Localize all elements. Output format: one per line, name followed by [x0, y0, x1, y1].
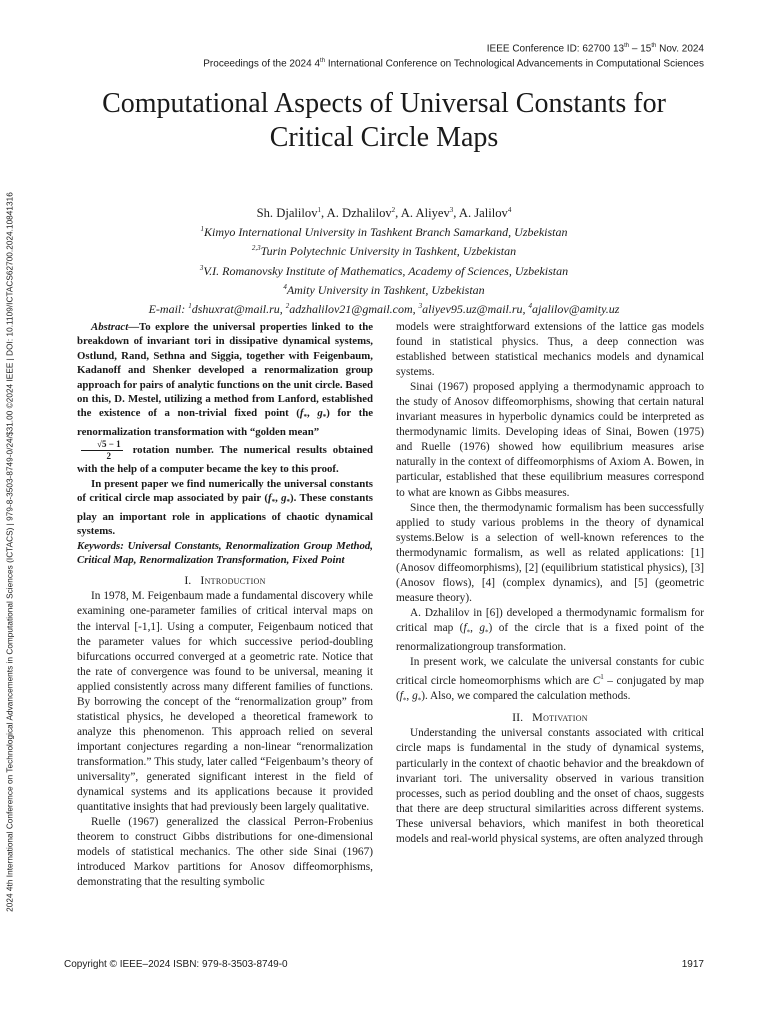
body-paragraph: A. Dzhalilov in [6]) developed a thermodynamic formalism for critical map ($f_*$, $g_*$) of the circle that is a fixed point of the renormalizationgroup transformation.: [396, 606, 704, 654]
section-heading-motivation: II. Motivation: [512, 710, 588, 725]
section-heading-introduction: I. Introduction: [184, 573, 266, 588]
golden-mean-fraction: $\frac{√5 - 1}{2}$: [81, 439, 123, 462]
conference-header: [203, 40, 704, 71]
right-column: [396, 320, 704, 847]
body-paragraph: Sinai (1967) proposed applying a thermodynamic approach to the study of Anosov diffeomorphisms, showing that certain natural invariant measures in hyperbolic dynamics could be interpreted as thermodynamic limits. Developing ideas of Sinai, Bowen (1975) and Ruelle (1976) showed how equilibrium measures arise naturally in the context of diffeomorphisms of Axiom A. Bowen, in particular, established that these equilibrium measures correspond to what are known as Gibbs measures.: [396, 381, 704, 499]
page-number: 1917: [681, 959, 704, 970]
author-names: Sh. Djalilov$^1$, A. Dzhalilov$^2$, A. Aliyev$^3$, A. Jalilov$^4$: [256, 206, 512, 221]
motivation-paragraph: Understanding the universal constants associated with critical circle maps is fundamental in the study of dynamical systems, particularly in the context of chaotic behavior and the breakdown of invariant tori. The universality observed in various transition processes, such as period doubling and the onset of chaos, suggests that there are deep structural similarities across different systems. These universal behaviors, which manifest in both theoretical models and real-world physical systems, are often analyzed through: [396, 727, 704, 845]
doi-side-strip: [2, 132, 18, 972]
copyright-footer: Copyright © IEEE–2024 ISBN: 979-8-3503-8749-0: [64, 959, 288, 970]
email-link[interactable]: aliyev95.uz@mail.ru: [422, 302, 523, 316]
email-link[interactable]: adzhalilov21@gmail.com: [289, 302, 413, 316]
doi-side-text: 2024 4th International Conference on Technological Advancements in Computational Sciences (ICTACS) | 979-8-3503-8749-0/24/$31.00 ©2024 IEEE | DOI: 10.1109/ICTACS62700.2024.10841316: [5, 192, 15, 912]
abstract-continued: In present paper we find numerically the universal constants of critical circle map associated by pair ($f_*$, $g_*$). These constants play an important role in applications of chaotic dynamical systems.: [77, 477, 373, 538]
proceedings-line: Proceedings of the 2024 4th International Conference on Technological Advancements in Computational Sciences: [203, 58, 704, 70]
email-link[interactable]: ajalilov@amity.uz: [532, 302, 620, 316]
affiliation: $^1$Kimyo International University in Tashkent Branch Samarkand, Uzbekistan: [200, 225, 568, 240]
left-column: [77, 320, 373, 890]
affiliation: $^{2,3}$Turin Polytechnic University in Tashkent, Uzbekistan: [251, 244, 517, 259]
affiliation: $^3$V.I. Romanovsky Institute of Mathematics, Academy of Sciences, Uzbekistan: [199, 263, 569, 278]
intro-paragraph: In 1978, M. Feigenbaum made a fundamental discovery while examining one-parameter families of critical interval maps on the interval [-1,1]. Using a computer, Feigenbaum noticed that the parameter values for which successive period-doubling bifurcations occurred converged at a geometric rate. Notice that the rate of convergence was found to be universal, meaning it applied consistently across many different families of functions. By borrowing the concept of the “renormalization group” from statistical physics, he developed a theoretical framework to analyze this phenomenon. This approach relied on several important conjectures regarding a non-linear “renormalization transformation.” This study, later called “Feigenbaum’s theory of universality”, generated significant interest in the field of dynamical systems and its applications because it provided quantitative insights that had previously been largely qualitative.: [77, 590, 373, 814]
keywords: Keywords: Universal Constants, Renormalization Group Method, Critical Map, Renormalization Transformation, Fixed Point: [77, 539, 374, 566]
email-link[interactable]: dshuxrat@mail.ru: [191, 302, 280, 316]
abstract: Abstract—To explore the universal properties linked to the breakdown of invariant tori in dissipative dynamical systems, Ostlund, Rand, Sethna and Siggia, together with Feigenbaum, Kadanoff and Shenker developed a renormalization group approach for pairs of analytic functions on the unit circle. Based on this, D. Mestel, utilizing a method from Lanford, established the existence of a non-trivial fixed point ($f_*$, $g_*$) for the renormalization transformation with “golden mean” $\frac{√5 - 1}{2}$ rotation number. The numerical results obtained with the help of a computer became the key to this proof.: [77, 321, 373, 476]
email-line: E-mail: $^1$dshuxrat@mail.ru, $^2$adzhalilov21@gmail.com, $^3$aliyev95.uz@mail.ru, $^4$ajalilov@amity.uz: [148, 302, 620, 316]
body-paragraph: In present work, we calculate the universal constants for cubic critical circle homeomorphisms which are $C^1$ – conjugated by map ($f_*$, $g_*$). Also, we compared the calculation methods.: [396, 656, 704, 705]
intro-paragraph: Ruelle (1967) generalized the classical Perron-Frobenius theorem to construct Gibbs distributions for one-dimensional models of statistical mechanics. The other side Sinai (1967) introduced Markov partitions for Anosov diffeomorphisms, demonstrating that the resulting symbolic: [77, 816, 373, 889]
affiliation: $^4$Amity University in Tashkent, Uzbekistan: [283, 282, 485, 297]
body-paragraph: Since then, the thermodynamic formalism has been successfully applied to study various problems in the theory of dynamical systems.Below is a selection of well-known references to the thermodynamic formalism, as well as related applications: [1] (Anosov diffeomorphisms), [2] (equilibrium statistical physics), [3] (Anosov flows), [4] (complex dynamics), and [5] (geometric measure theory).: [396, 501, 704, 604]
paper-title: Computational Aspects of Universal Constants for Critical Circle Maps: [102, 88, 666, 153]
author-block: [70, 202, 698, 317]
body-paragraph: models were straightforward extensions of the lattice gas models found in statistical physics. Thus, a deep connection was established between statistical mechanics models and dynamical systems.: [396, 321, 704, 379]
conference-id-line: IEEE Conference ID: 62700 13th – 15th Nov. 2024: [486, 43, 704, 55]
